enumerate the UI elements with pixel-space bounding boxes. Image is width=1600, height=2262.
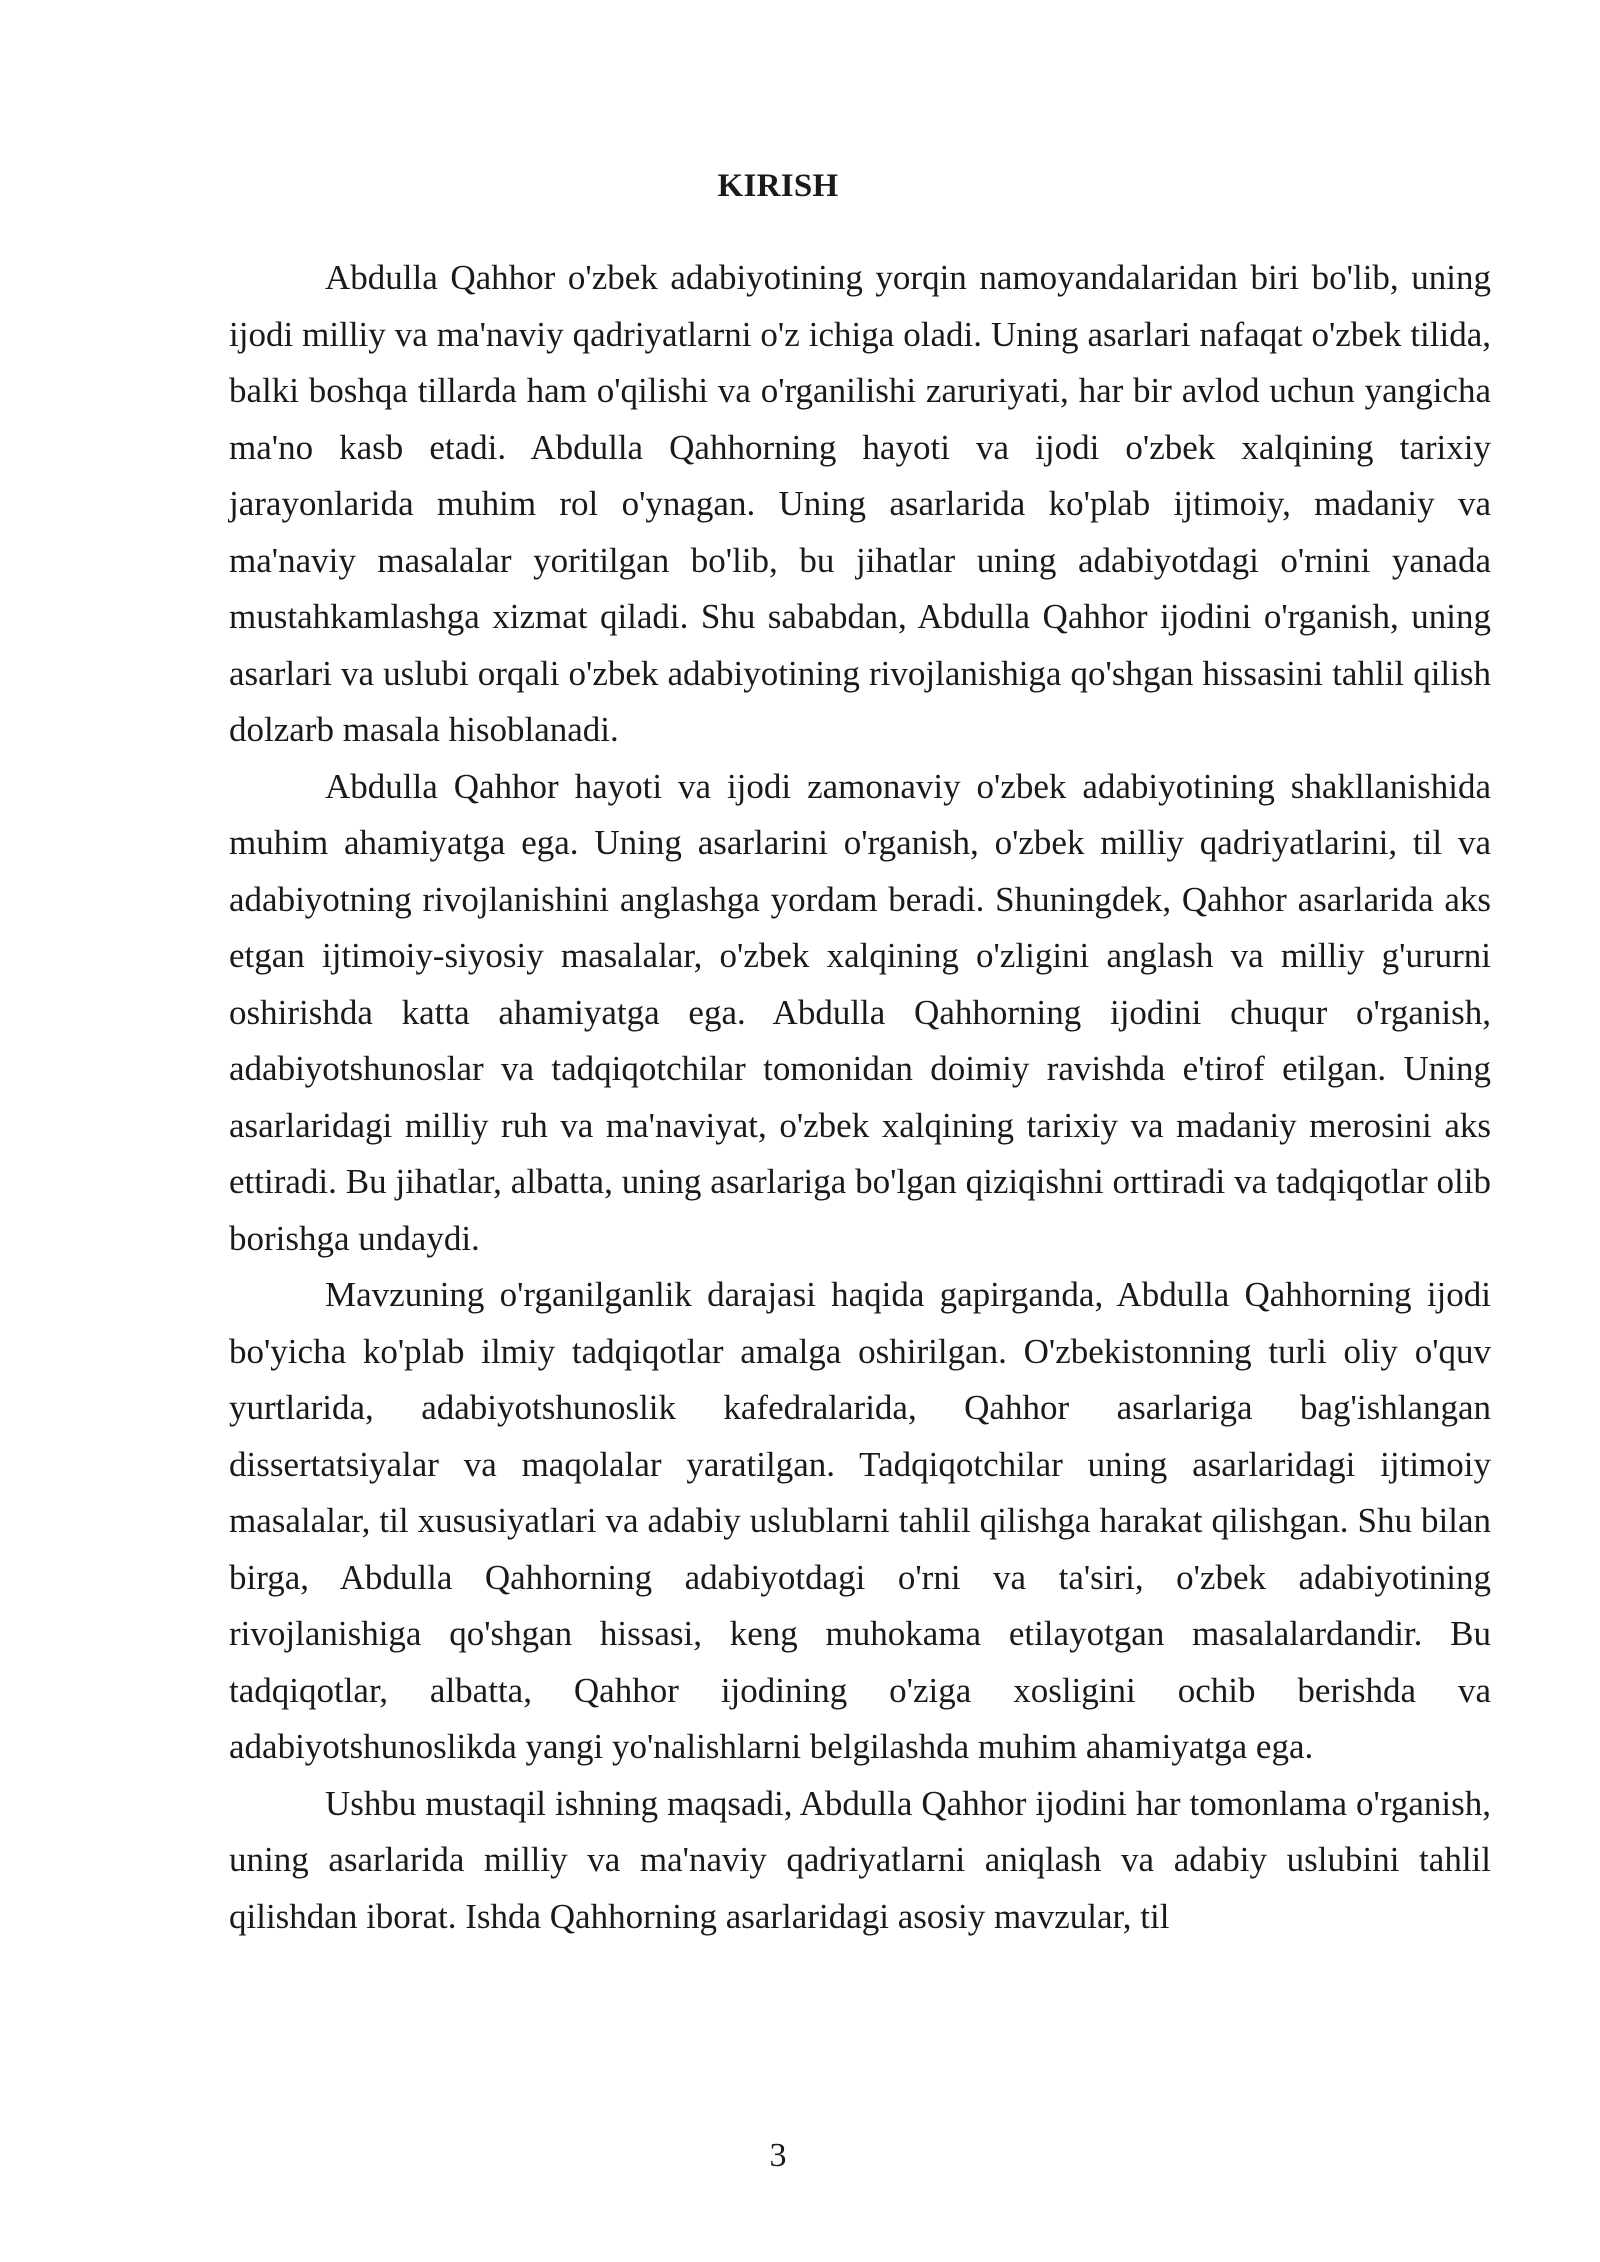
paragraph-4: Ushbu mustaqil ishning maqsadi, Abdulla Qahhor ijodini har tomonlama o'rganish, uning asarlarida milliy va ma'naviy qadriyatlarni aniqlash va adabiy uslubini tahlil qilishdan iborat. Ishda Qahhorning asarlaridagi asosiy mavzular, til <box>229 1783 1491 1936</box>
body-text <box>229 250 1491 1945</box>
page-title: KIRISH <box>717 168 839 204</box>
page-number: 3 <box>769 2137 787 2174</box>
paragraph-2: Abdulla Qahhor hayoti va ijodi zamonaviy o'zbek adabiyotining shakllanishida muhim ahamiyatga ega. Uning asarlarini o'rganish, o'zbek milliy qadriyatlarini, til va adabiyotning rivojlanishini anglashga yordam beradi. Shuningdek, Qahhor asarlarida aks etgan ijtimoiy-siyosiy masalalar, o'zbek xalqining o'zligini anglash va milliy g'ururni oshirishda katta ahamiyatga ega. Abdulla Qahhorning ijodini chuqur o'rganish, adabiyotshunoslar va tadqiqotchilar tomonidan doimiy ravishda e'tirof etilgan. Uning asarlaridagi milliy ruh va ma'naviyat, o'zbek xalqining tarixiy va madaniy merosini aks ettiradi. Bu jihatlar, albatta, uning asarlariga bo'lgan qiziqishni orttiradi va tadqiqotlar olib borishga undaydi. <box>229 766 1491 1258</box>
paragraph-1: Abdulla Qahhor o'zbek adabiyotining yorqin namoyandalaridan biri bo'lib, uning ijodi milliy va ma'naviy qadriyatlarni o'z ichiga oladi. Uning asarlari nafaqat o'zbek tilida, balki boshqa tillarda ham o'qilishi va o'rganilishi zaruriyati, har bir avlod uchun yangicha ma'no kasb etadi. Abdulla Qahhorning hayoti va ijodi o'zbek xalqining tarixiy jarayonlarida muhim rol o'ynagan. Uning asarlarida ko'plab ijtimoiy, madaniy va ma'naviy masalalar yoritilgan bo'lib, bu jihatlar uning adabiyotdagi o'rnini yanada mustahkamlashga xizmat qiladi. Shu sababdan, Abdulla Qahhor ijodini o'rganish, uning asarlari va uslubi orqali o'zbek adabiyotining rivojlanishiga qo'shgan hissasini tahlil qilish dolzarb masala hisoblanadi. <box>229 258 1491 749</box>
paragraph-3: Mavzuning o'rganilganlik darajasi haqida gapirganda, Abdulla Qahhorning ijodi bo'yicha ko'plab ilmiy tadqiqotlar amalga oshirilgan. O'zbekistonning turli oliy o'quv yurtlarida, adabiyotshunoslik kafedralarida, Qahhor asarlariga bag'ishlangan dissertatsiyalar va maqolalar yaratilgan. Tadqiqotchilar uning asarlaridagi ijtimoiy masalalar, til xususiyatlari va adabiy uslublarni tahlil qilishga harakat qilishgan. Shu bilan birga, Abdulla Qahhorning adabiyotdagi o'rni va ta'siri, o'zbek adabiyotining rivojlanishiga qo'shgan hissasi, keng muhokama etilayotgan masalalardandir. Bu tadqiqotlar, albatta, Qahhor ijodining o'ziga xosligini ochib berishda va adabiyotshunoslikda yangi yo'nalishlarni belgilashda muhim ahamiyatga ega. <box>229 1275 1491 1766</box>
